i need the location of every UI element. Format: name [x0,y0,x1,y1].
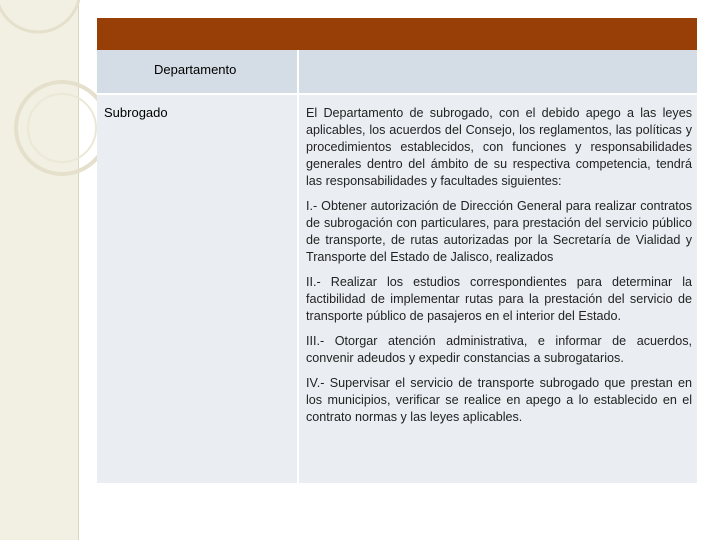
responsibility-item: I.- Obtener autorización de Dirección General para realizar contratos de subrogación con particulares, para prestación del servicio público de transporte, de rutas autorizadas por la Secretaría de Vialidad y Transporte del Estado de Jalisco, realizados [306,199,692,264]
caption-row [97,50,697,94]
table-row [97,94,697,483]
slide-side-band [0,0,79,540]
responsibility-item: II.- Realizar los estudios correspondientes para determinar la factibilidad de implementar rutas para la prestación del servicio de transporte público de pasajeros en el interior del Estado. [306,275,692,323]
description-content [300,96,696,426]
header-bar-cell [97,18,697,50]
department-header-cell [97,50,298,94]
row-label-cell [97,94,298,483]
table-header-bar [97,18,697,50]
row-label: Subrogado [104,105,168,120]
responsibility-item: IV.- Supervisar el servicio de transporte subrogado que prestan en los municipios, verificar se realice en apego a lo establecido en el contrato normas y las leyes aplicables. [306,376,692,424]
department-header-label: Departamento [154,62,237,77]
empty-header-cell [298,50,697,94]
description-cell [298,94,697,483]
department-table [97,18,697,483]
responsibility-item: III.- Otorgar atención administrativa, e informar de acuerdos, convenir adeudos y expedir constancias a subrogatarios. [306,334,692,365]
intro-paragraph: El Departamento de subrogado, con el debido apego a las leyes aplicables, los acuerdos del Consejo, los reglamentos, las políticas y procedimientos establecidos, con funciones y responsabilidades generales dentro del ámbito de su respectiva competencia, tendrá las responsabilidades y facultades siguientes: [306,106,692,188]
